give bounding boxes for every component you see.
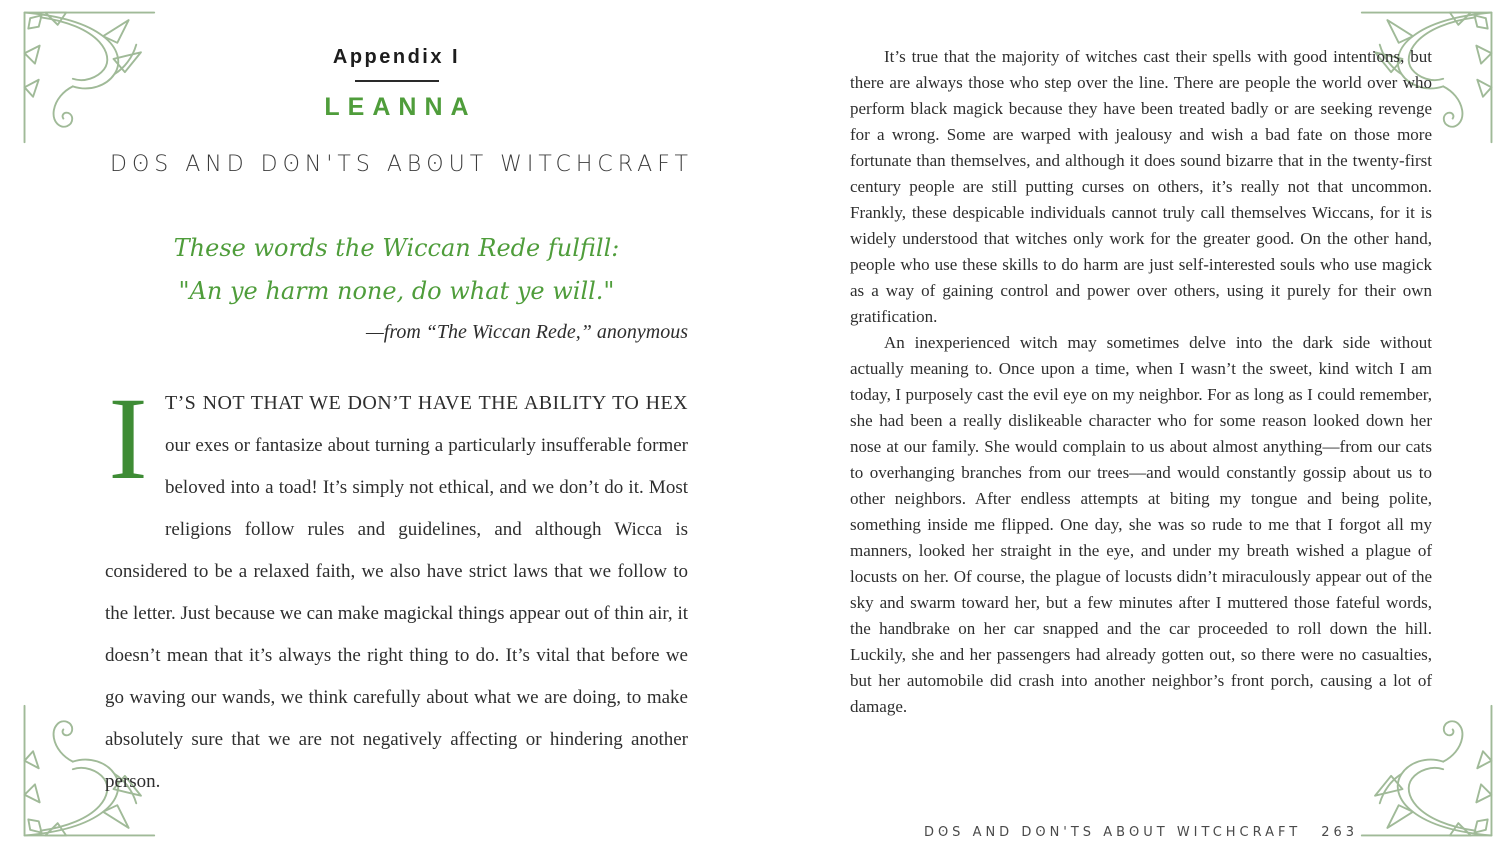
appendix-label: Appendix I xyxy=(332,46,461,68)
opening-body-text: our exes or fantasize about turning a particularly insufferable former beloved into a toad! It’s simply not ethical, and we don’t do it. Most religions follow rules and guidelines, and although Wicca is considered to be a relaxed faith, we also have strict laws that we follow to the letter. Just because we can make magickal things appear out of thin air, it doesn’t mean that it’s always the right thing to do. It’s vital that before we go waving our wands, we think carefully about what we are doing, to make absolutely sure that we are not negatively affecting or hindering another person. xyxy=(105,435,688,792)
opening-lead-in: T’S NOT THAT WE DON’T HAVE THE ABILITY TO HEX xyxy=(165,392,688,414)
drop-cap: I xyxy=(108,373,148,504)
running-title: DʘS AND DʘN'TS ABʘUT WITCHCRAFT xyxy=(923,825,1302,840)
opening-paragraph xyxy=(105,373,688,803)
body-paragraph: It’s true that the majority of witches cast their spells with good intentions, but there are always those who step over the line. There are people the world over who perform black magick because they have been treated badly or are seeking revenge for a wrong. Some are warped with jealousy and wish a bad fate on those more fortunate than themselves, and although it does sound bizarre that in the twenty-first century people are still putting curses on others, it’s really not that uncommon. Frankly, these despicable individuals cannot truly call themselves Wiccans, for it is widely understood that witches only work for the greater good. On the other hand, people who use these skills to do harm are just self-interested souls who use magick as a way of gaining control and power over others, using it purely for their own gratification. xyxy=(850,47,1432,326)
page-footer xyxy=(850,825,1432,840)
epigraph-line-2: "An ye harm none, do what ye will." xyxy=(178,277,615,305)
epigraph-attribution: —from “The Wiccan Rede,” anonymous xyxy=(365,321,688,343)
chapter-title: DʘS AND DʘN'TS ABʘUT WITCHCRAFT xyxy=(110,152,693,177)
body-paragraph: An inexperienced witch may sometimes delve into the dark side without actually meaning to. Once upon a time, when I wasn’t the sweet, kind witch I am today, I purposely cast the evil eye on my neighbor. For as long as I could remember, she had been a really dislikeable character who for some reason looked down her nose at our family. She would complain to us about almost anything—from our cats to overhanging branches from our trees—and would constantly gossip about us to other neighbors. After endless attempts at biting my tongue and being polite, something inside me flipped. One day, she was so rude to me that I forgot all my manners, looked her straight in the eye, and under my breath wished a plague of locusts on her. Of course, the plague of locusts didn’t miraculously appear out of the sky and swarm toward her, but a few minutes after I muttered those fateful words, the handbrake on her car snapped and the car proceeded to roll down the hill. Luckily, she and her passengers had already gotten out, so there were no casualties, but her automobile did crash into another neighbor’s front porch, causing a lot of damage. xyxy=(850,333,1432,716)
right-page xyxy=(850,0,1432,848)
epigraph-line-1: These words the Wiccan Rede fulfill: xyxy=(173,234,620,262)
author-name: LEANNA xyxy=(324,93,477,121)
page-number: 263 xyxy=(1321,825,1359,840)
left-page xyxy=(105,0,693,848)
epigraph xyxy=(105,227,688,313)
heading-rule xyxy=(355,80,439,82)
